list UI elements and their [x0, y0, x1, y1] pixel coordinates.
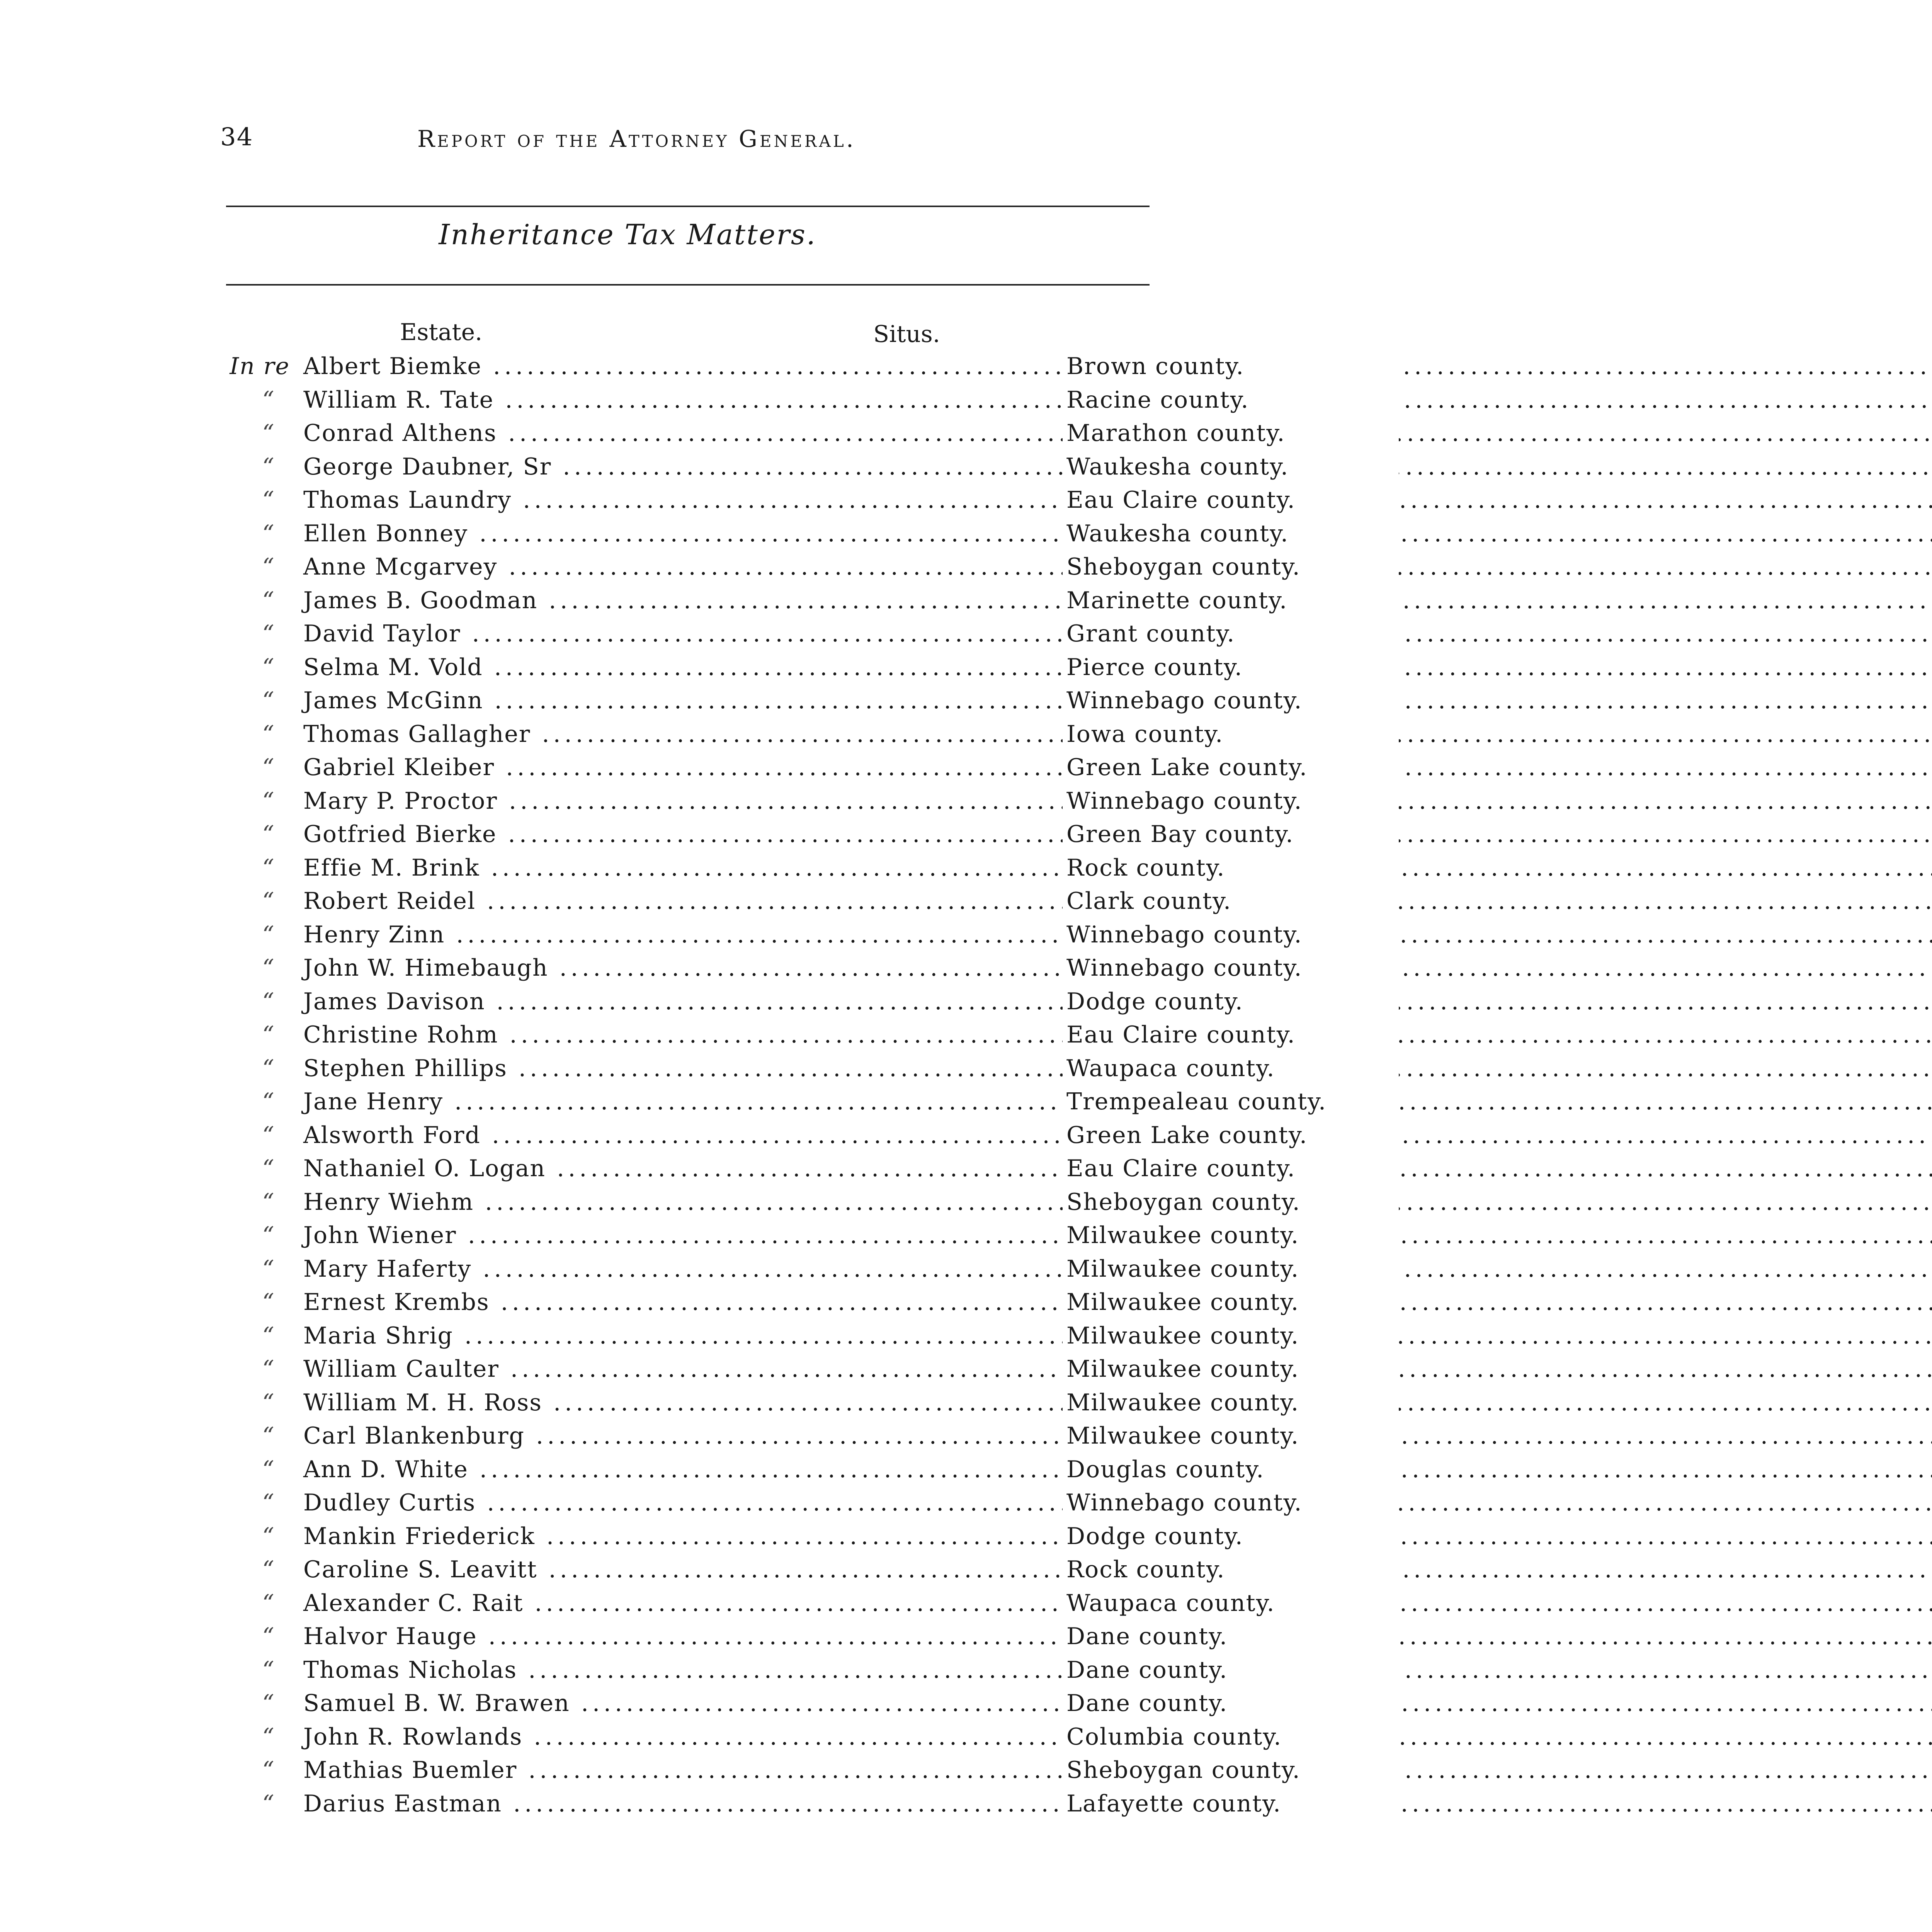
- estate-entry: [216, 784, 1303, 818]
- estate-name: Henry Zinn .....: [303, 918, 1055, 952]
- estate-list: [216, 350, 1327, 1820]
- estate-entry: [216, 651, 1243, 684]
- running-head: Report of the Attorney General.: [417, 126, 856, 153]
- ditto-mark: “: [262, 1757, 275, 1784]
- estate-entry: [216, 1352, 1299, 1386]
- estate-entry: [216, 1720, 1282, 1754]
- estate-name: Mathias Buemler .....: [303, 1753, 1055, 1787]
- estate-name: John W. Himebaugh .....: [303, 951, 1055, 985]
- estate-entry: [216, 1185, 1301, 1219]
- estate-situs: Dodge county.: [1063, 985, 1399, 1019]
- ditto-mark: “: [262, 1589, 275, 1617]
- estate-name: Caroline S. Leavitt .....: [303, 1553, 1055, 1587]
- estate-entry: [216, 1286, 1299, 1319]
- estate-name: James McGinn .....: [303, 684, 1055, 718]
- estate-situs: Eau Claire county.: [1063, 1152, 1399, 1185]
- estate-entry: [216, 684, 1303, 718]
- estate-name: Carl Blankenburg .....: [303, 1419, 1055, 1453]
- estate-entry: [216, 818, 1294, 851]
- ditto-mark: “: [262, 1723, 275, 1750]
- estate-name: Ellen Bonney .....: [303, 517, 1055, 551]
- estate-situs: Brown county.: [1063, 350, 1399, 383]
- estate-situs: Green Bay county.: [1063, 818, 1399, 851]
- estate-entry: [216, 1018, 1296, 1052]
- estate-name: Thomas Gallagher .....: [303, 718, 1055, 751]
- estate-situs: Eau Claire county.: [1063, 483, 1399, 517]
- estate-entry: [216, 1587, 1275, 1620]
- estate-entry: [216, 1052, 1275, 1085]
- estate-situs: Dane county.: [1063, 1620, 1399, 1653]
- estate-situs: Trempealeau county.: [1063, 1085, 1399, 1119]
- estate-name: Mary P. Proctor .....: [303, 784, 1055, 818]
- estate-name: William Caulter .....: [303, 1352, 1055, 1386]
- estate-situs: Milwaukee county.: [1063, 1219, 1399, 1252]
- ditto-mark: “: [262, 453, 275, 480]
- estate-entry: [216, 1486, 1303, 1520]
- estate-entry: [216, 1319, 1299, 1353]
- estate-name: James B. Goodman .....: [303, 584, 1055, 617]
- estate-situs: Milwaukee county.: [1063, 1319, 1399, 1353]
- estate-entry: [216, 1520, 1243, 1553]
- estate-entry: [216, 417, 1286, 450]
- ditto-mark: “: [262, 1690, 275, 1717]
- estate-name: Jane Henry .....: [303, 1085, 1055, 1119]
- estate-entry: [216, 617, 1235, 651]
- estate-name: Mankin Friederick .....: [303, 1520, 1055, 1553]
- ditto-mark: “: [262, 854, 275, 881]
- estate-entry: [216, 383, 1249, 417]
- estate-name: Nathaniel O. Logan .....: [303, 1152, 1055, 1185]
- ditto-mark: “: [262, 1121, 275, 1149]
- estate-entry: [216, 1787, 1281, 1821]
- estate-situs: Pierce county.: [1063, 651, 1399, 684]
- ditto-mark: “: [262, 1422, 275, 1449]
- estate-name: Effie M. Brink .....: [303, 851, 1055, 885]
- estate-situs: Iowa county.: [1063, 718, 1399, 751]
- ditto-mark: “: [262, 988, 275, 1015]
- estate-situs: Winnebago county.: [1063, 1486, 1399, 1520]
- estate-entry: [216, 1252, 1299, 1286]
- estate-entry: [216, 985, 1243, 1019]
- estate-name: Gabriel Kleiber .....: [303, 751, 1055, 784]
- bottom-rule: [226, 284, 1150, 286]
- estate-name: Christine Rohm .....: [303, 1018, 1055, 1052]
- estate-situs: Green Lake county.: [1063, 751, 1399, 784]
- ditto-mark: “: [262, 754, 275, 781]
- ditto-mark: “: [262, 486, 275, 514]
- estate-situs: Dodge county.: [1063, 1520, 1399, 1553]
- estate-name: Dudley Curtis .....: [303, 1486, 1055, 1520]
- ditto-mark: “: [262, 687, 275, 714]
- estate-entry: [216, 584, 1288, 617]
- estate-situs: Winnebago county.: [1063, 684, 1399, 718]
- estate-entry: [216, 1085, 1327, 1119]
- ditto-mark: “: [262, 386, 275, 413]
- ditto-mark: “: [262, 1456, 275, 1483]
- ditto-mark: “: [262, 1155, 275, 1182]
- estate-situs: Milwaukee county.: [1063, 1386, 1399, 1420]
- ditto-mark: “: [262, 1255, 275, 1282]
- estate-name: Anne Mcgarvey .....: [303, 550, 1055, 584]
- estate-situs: Milwaukee county.: [1063, 1286, 1399, 1319]
- ditto-mark: “: [262, 720, 275, 748]
- estate-entry: [216, 918, 1303, 952]
- estate-name: Selma M. Vold .....: [303, 651, 1055, 684]
- estate-situs: Winnebago county.: [1063, 951, 1399, 985]
- ditto-mark: “: [262, 1088, 275, 1115]
- estate-entry: [216, 951, 1303, 985]
- ditto-mark: “: [262, 1489, 275, 1516]
- ditto-mark: “: [262, 787, 275, 815]
- section-title: Inheritance Tax Matters.: [439, 218, 816, 251]
- ditto-mark: “: [262, 1222, 275, 1249]
- estate-situs: Dane county.: [1063, 1687, 1399, 1720]
- estate-name: Robert Reidel .....: [303, 884, 1055, 918]
- ditto-mark: “: [262, 954, 275, 981]
- estate-name: Thomas Nicholas .....: [303, 1653, 1055, 1687]
- estate-entry: [216, 1453, 1265, 1486]
- estate-situs: Racine county.: [1063, 383, 1399, 417]
- ditto-mark: “: [262, 921, 275, 948]
- estate-situs: Sheboygan county.: [1063, 1185, 1399, 1219]
- ditto-mark: “: [262, 1289, 275, 1316]
- ditto-mark: “: [262, 1054, 275, 1082]
- estate-situs: Columbia county.: [1063, 1720, 1399, 1754]
- ditto-mark: “: [262, 1021, 275, 1048]
- estate-name: George Daubner, Sr .....: [303, 450, 1055, 484]
- estate-name: William M. H. Ross .....: [303, 1386, 1055, 1420]
- estate-situs: Sheboygan county.: [1063, 1753, 1399, 1787]
- ditto-mark: “: [262, 1188, 275, 1216]
- ditto-mark: “: [262, 1322, 275, 1349]
- estate-entry: [216, 350, 1245, 383]
- ditto-mark: “: [262, 587, 275, 614]
- estate-entry: [216, 1219, 1299, 1252]
- estate-name: Halvor Hauge .....: [303, 1620, 1055, 1653]
- estate-entry: [216, 1553, 1225, 1587]
- estate-entry: [216, 1119, 1308, 1152]
- ditto-mark: “: [262, 420, 275, 447]
- estate-name: Ann D. White .....: [303, 1453, 1055, 1486]
- in-re-prefix: In re: [230, 353, 290, 380]
- estate-entry: [216, 1386, 1299, 1420]
- estate-situs: Dane county.: [1063, 1653, 1399, 1687]
- estate-name: Henry Wiehm .....: [303, 1185, 1055, 1219]
- estate-situs: Winnebago county.: [1063, 784, 1399, 818]
- estate-entry: [216, 718, 1224, 751]
- estate-name: Albert Biemke .....: [303, 350, 1055, 383]
- estate-situs: Rock county.: [1063, 851, 1399, 885]
- estate-entry: [216, 517, 1289, 551]
- estate-situs: Waupaca county.: [1063, 1587, 1399, 1620]
- estate-name: Alsworth Ford .....: [303, 1119, 1055, 1152]
- estate-entry: [216, 1753, 1301, 1787]
- ditto-mark: “: [262, 1522, 275, 1550]
- estate-situs: Marathon county.: [1063, 417, 1399, 450]
- estate-situs: Sheboygan county.: [1063, 550, 1399, 584]
- estate-name: Thomas Laundry .....: [303, 483, 1055, 517]
- ditto-mark: “: [262, 1623, 275, 1650]
- ditto-mark: “: [262, 1790, 275, 1817]
- estate-name: Gotfried Bierke .....: [303, 818, 1055, 851]
- ditto-mark: “: [262, 653, 275, 681]
- estate-entry: [216, 450, 1289, 484]
- ditto-mark: “: [262, 553, 275, 580]
- estate-situs: Waupaca county.: [1063, 1052, 1399, 1085]
- estate-name: William R. Tate .....: [303, 383, 1055, 417]
- ditto-mark: “: [262, 620, 275, 647]
- estate-situs: Marinette county.: [1063, 584, 1399, 617]
- ditto-mark: “: [262, 1656, 275, 1684]
- top-rule: [226, 206, 1150, 207]
- estate-situs: Waukesha county.: [1063, 450, 1399, 484]
- estate-entry: [216, 550, 1301, 584]
- estate-entry: [216, 1687, 1228, 1720]
- estate-situs: Milwaukee county.: [1063, 1419, 1399, 1453]
- ditto-mark: “: [262, 888, 275, 915]
- estate-situs: Grant county.: [1063, 617, 1399, 651]
- estate-name: David Taylor .....: [303, 617, 1055, 651]
- estate-name: John R. Rowlands .....: [303, 1720, 1055, 1754]
- page-number: 34: [220, 123, 253, 151]
- estate-name: John Wiener .....: [303, 1219, 1055, 1252]
- estate-entry: [216, 751, 1308, 784]
- estate-entry: [216, 1152, 1296, 1185]
- estate-entry: [216, 1620, 1228, 1653]
- estate-situs: Lafayette county.: [1063, 1787, 1399, 1821]
- ditto-mark: “: [262, 1556, 275, 1583]
- estate-name: Stephen Phillips .....: [303, 1052, 1055, 1085]
- estate-situs: Milwaukee county.: [1063, 1352, 1399, 1386]
- ditto-mark: “: [262, 821, 275, 848]
- estate-situs: Waukesha county.: [1063, 517, 1399, 551]
- estate-situs: Rock county.: [1063, 1553, 1399, 1587]
- estate-situs: Eau Claire county.: [1063, 1018, 1399, 1052]
- estate-situs: Winnebago county.: [1063, 918, 1399, 952]
- estate-name: Samuel B. W. Brawen .....: [303, 1687, 1055, 1720]
- ditto-mark: “: [262, 520, 275, 547]
- estate-entry: [216, 1419, 1299, 1453]
- estate-entry: [216, 1653, 1228, 1687]
- estate-name: Conrad Althens .....: [303, 417, 1055, 450]
- estate-entry: [216, 483, 1296, 517]
- estate-column-header: Estate.: [400, 319, 483, 346]
- estate-name: Maria Shrig .....: [303, 1319, 1055, 1353]
- estate-name: James Davison .....: [303, 985, 1055, 1019]
- situs-column-header: Situs.: [873, 321, 940, 348]
- estate-name: Ernest Krembs .....: [303, 1286, 1055, 1319]
- estate-situs: Milwaukee county.: [1063, 1252, 1399, 1286]
- estate-entry: [216, 884, 1232, 918]
- estate-situs: Green Lake county.: [1063, 1119, 1399, 1152]
- estate-name: Mary Haferty .....: [303, 1252, 1055, 1286]
- ditto-mark: “: [262, 1389, 275, 1416]
- ditto-mark: “: [262, 1355, 275, 1383]
- estate-situs: Clark county.: [1063, 884, 1399, 918]
- estate-name: Darius Eastman .....: [303, 1787, 1055, 1821]
- estate-name: Alexander C. Rait .....: [303, 1587, 1055, 1620]
- estate-entry: [216, 851, 1225, 885]
- estate-situs: Douglas county.: [1063, 1453, 1399, 1486]
